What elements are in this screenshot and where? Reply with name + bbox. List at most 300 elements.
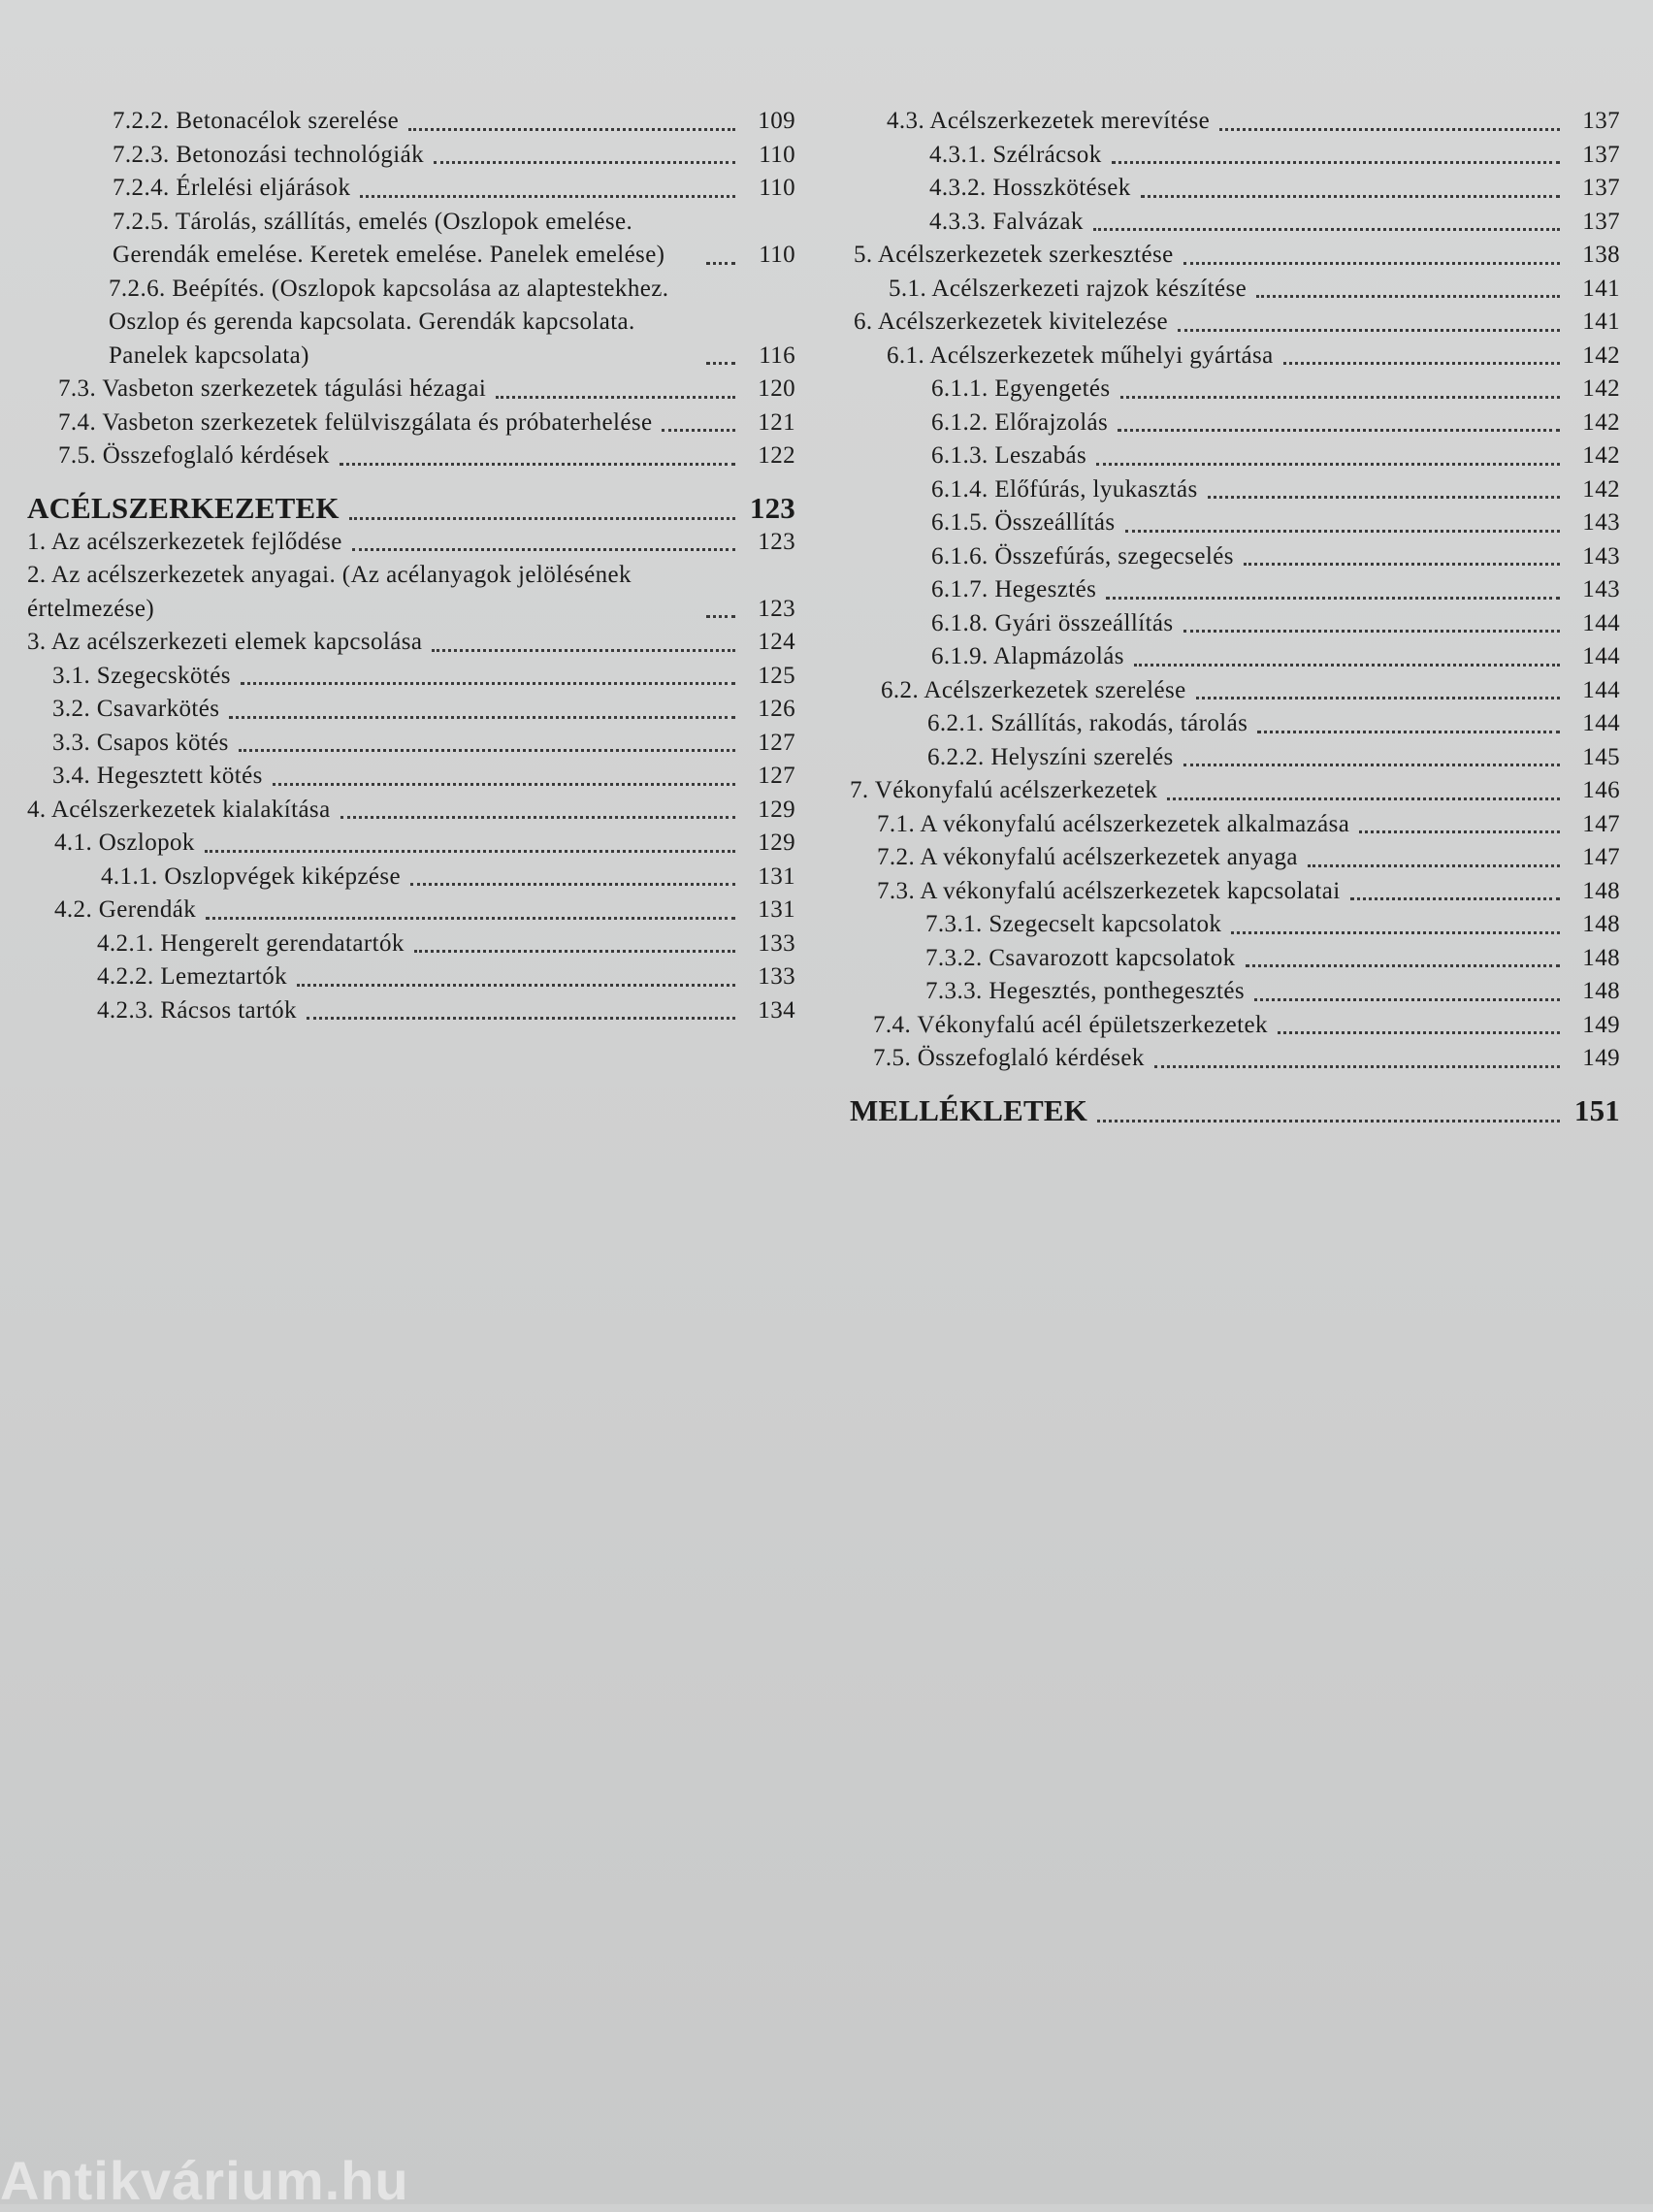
toc-section-heading	[27, 491, 795, 526]
toc-entry	[850, 774, 1620, 808]
toc-entry-text: Acélszerkezeti rajzok készítése	[931, 275, 1248, 302]
toc-entry	[850, 808, 1620, 842]
toc-entry	[27, 927, 795, 961]
toc-entry-title	[877, 841, 1298, 875]
toc-entry-number: 4.3.1.	[929, 141, 987, 168]
toc-page-number: 143	[1582, 542, 1620, 569]
toc-page-number: 149	[1582, 1045, 1620, 1071]
toc-page-number: 142	[1582, 475, 1620, 503]
toc-entry-text: Előfúrás, lyukasztás	[994, 475, 1198, 503]
toc-entry-text: Betonozási technológiák	[176, 141, 424, 168]
toc-entry-text: Betonacélok szerelése	[176, 108, 400, 134]
toc-entry-title	[27, 794, 331, 828]
toc-page-number: 109	[758, 108, 795, 134]
toc-entry-text: Acélszerkezetek kialakítása	[50, 796, 331, 823]
toc-entry-text: Érlelési eljárások	[176, 175, 351, 201]
toc-entry-text: Hengerelt gerendatartók	[160, 929, 405, 957]
toc-page-number: 147	[1582, 844, 1620, 870]
dot-leader	[1183, 262, 1560, 265]
toc-entry-number: 6.2.1.	[927, 710, 985, 736]
toc-entry-title	[931, 506, 1116, 540]
toc-entry-number: 4.3.	[887, 108, 925, 134]
toc-entry-number: 6.1.	[887, 342, 925, 369]
toc-entry-title	[881, 674, 1186, 708]
toc-entry-text: Gerendák	[98, 896, 197, 923]
dot-leader	[1134, 664, 1560, 667]
dot-leader	[239, 749, 735, 752]
toc-entry	[850, 439, 1620, 473]
dot-leader	[432, 649, 735, 652]
toc-entry	[27, 172, 795, 206]
toc-entry-number: 6.1.8.	[931, 609, 989, 636]
toc-entry-title	[929, 206, 1084, 240]
toc-entry-number: 1.	[27, 528, 47, 555]
dot-leader	[496, 396, 735, 399]
toc-page-number: 127	[758, 729, 795, 756]
toc-entry-text: MELLÉKLETEK	[850, 1092, 1088, 1127]
toc-entry-text: Gyári összeállítás	[994, 609, 1174, 636]
dot-leader	[408, 128, 735, 131]
toc-entry	[850, 373, 1620, 407]
toc-entry-title	[58, 407, 652, 440]
toc-entry-title	[54, 827, 195, 861]
toc-entry	[850, 1042, 1620, 1076]
toc-entry-text: Hosszkötések	[992, 175, 1131, 201]
toc-entry	[850, 239, 1620, 273]
toc-entry-text: Vékonyfalú acél épületszerkezetek	[917, 1011, 1268, 1038]
toc-entry-number: 6.1.6.	[931, 542, 989, 569]
toc-entry-number: 7.3.2.	[925, 944, 983, 971]
toc-entry-title	[854, 239, 1174, 273]
toc-entry-title	[52, 660, 231, 694]
dot-leader	[206, 917, 735, 920]
toc-entry-title	[931, 640, 1124, 674]
toc-entry-number: 6.2.2.	[927, 743, 985, 770]
toc-entry	[850, 1009, 1620, 1043]
toc-entry-number: 6.1.5.	[931, 509, 989, 536]
toc-entry-title	[887, 340, 1274, 374]
toc-entry-number: 4.1.	[54, 830, 93, 856]
dot-leader	[1244, 563, 1560, 566]
toc-entry-number: 6.1.9.	[931, 643, 989, 669]
toc-entry	[850, 707, 1620, 741]
toc-entry-number: 3.	[27, 629, 47, 655]
toc-entry	[27, 727, 795, 761]
dot-leader	[297, 984, 735, 987]
toc-entry-title	[931, 373, 1111, 407]
toc-entry-text: Acélszerkezetek szerkesztése	[877, 242, 1174, 268]
toc-page-number: 110	[759, 175, 795, 201]
toc-entry	[27, 861, 795, 895]
toc-entry-number: 5.	[854, 242, 873, 268]
dot-leader	[1093, 228, 1560, 231]
toc-entry-title	[929, 139, 1102, 173]
toc-entry-title	[27, 526, 342, 560]
toc-page-number: 137	[1582, 208, 1620, 235]
dot-leader	[1219, 128, 1560, 131]
toc-left-column	[27, 105, 795, 1027]
toc-entry	[27, 105, 795, 139]
toc-page-number: 148	[1582, 877, 1620, 904]
toc-entry-title	[109, 273, 697, 374]
toc-entry-text: Összefoglaló kérdések	[917, 1045, 1145, 1071]
toc-page-number: 124	[758, 629, 795, 655]
toc-entry-title	[97, 927, 405, 961]
toc-entry-text: Falvázak	[992, 208, 1084, 235]
dot-leader	[1208, 496, 1560, 499]
toc-page-number: 127	[758, 763, 795, 789]
toc-entry-number: 7.5.	[873, 1045, 912, 1071]
toc-page-number: 129	[758, 796, 795, 823]
toc-entry-title	[925, 975, 1245, 1009]
toc-entry-title	[27, 491, 340, 526]
toc-entry	[27, 526, 795, 560]
toc-entry-text: Helyszíni szerelés	[990, 743, 1174, 770]
dot-leader	[1106, 597, 1560, 600]
toc-entry-title	[27, 559, 697, 626]
toc-entry-number: 4.3.3.	[929, 208, 987, 235]
toc-entry	[850, 407, 1620, 440]
dot-leader	[434, 161, 735, 164]
toc-entry-text: Összefúrás, szegecselés	[994, 542, 1234, 569]
dot-leader	[307, 1017, 735, 1020]
toc-entry-title	[54, 894, 196, 927]
toc-entry-text: Hegesztés, ponthegesztés	[989, 978, 1245, 1004]
toc-entry-text: Az acélszerkezetek fejlődése	[50, 528, 342, 555]
toc-entry-number: 7.4.	[873, 1011, 912, 1038]
toc-entry	[850, 573, 1620, 607]
toc-page-number: 142	[1582, 408, 1620, 436]
dot-leader	[1167, 797, 1560, 800]
watermark: Antikvárium.hu	[0, 2150, 409, 2211]
toc-entry	[850, 473, 1620, 507]
dot-leader	[1254, 998, 1560, 1001]
toc-page-number: 123	[758, 595, 795, 622]
dot-leader	[340, 463, 735, 466]
toc-entry-text: Tárolás, szállítás, emelés (Oszlopok emelése. Gerendák emelése. Keretek emelése. Panelek emelése)	[113, 208, 665, 268]
toc-entry-title	[854, 306, 1168, 340]
toc-entry-number: 7.3.	[877, 877, 916, 904]
toc-page-number: 148	[1582, 944, 1620, 971]
toc-entry-number: 7.5.	[58, 442, 97, 469]
toc-entry	[27, 139, 795, 173]
toc-entry-number: 7.4.	[58, 408, 97, 436]
toc-entry-number: 7.2.6.	[109, 275, 166, 302]
toc-page-number: 149	[1582, 1011, 1620, 1038]
dot-leader	[1118, 429, 1560, 432]
toc-entry-text: Beépítés. (Oszlopok kapcsolása az alaptestekhez. Oszlop és gerenda kapcsolata. Gerendák kapcsolata. Panelek kapcsolata)	[109, 275, 669, 369]
toc-entry-text: Az acélszerkezeti elemek kapcsolása	[50, 629, 423, 655]
toc-entry-number: 7.2.2.	[113, 108, 170, 134]
toc-entry	[27, 827, 795, 861]
toc-page-number: 133	[758, 929, 795, 957]
toc-page-number: 142	[1582, 442, 1620, 469]
toc-entry-number: 3.4.	[52, 763, 91, 789]
toc-page-number: 110	[759, 141, 795, 168]
toc-page-number: 142	[1582, 375, 1620, 402]
toc-page-number: 144	[1582, 609, 1620, 636]
toc-page-number: 145	[1582, 743, 1620, 770]
toc-page-number: 137	[1582, 108, 1620, 134]
toc-page-number: 143	[1582, 576, 1620, 602]
toc-entry-text: ACÉLSZERKEZETEK	[27, 490, 340, 525]
toc-entry-number: 4.2.1.	[97, 929, 154, 957]
toc-entry	[27, 994, 795, 1028]
dot-leader	[1125, 530, 1560, 533]
toc-entry-number: 7.2.4.	[113, 175, 170, 201]
dot-leader	[241, 682, 735, 685]
dot-leader	[1120, 396, 1560, 399]
toc-entry-title	[58, 439, 330, 473]
toc-entry	[850, 340, 1620, 374]
toc-page-number: 141	[1582, 275, 1620, 302]
toc-entry-number: 3.3.	[52, 729, 91, 756]
toc-entry-title	[931, 573, 1096, 607]
toc-page-number: 146	[1582, 777, 1620, 803]
toc-entry-number: 6.1.3.	[931, 442, 989, 469]
toc-entry-text: Szélrácsok	[992, 141, 1102, 168]
toc-page-number: 116	[759, 342, 795, 369]
toc-entry	[850, 841, 1620, 875]
toc-entry	[27, 760, 795, 794]
toc-entry	[850, 942, 1620, 976]
toc-entry-title	[113, 172, 350, 206]
toc-page-number: 137	[1582, 175, 1620, 201]
toc-entry-text: Vasbeton szerkezetek felülviszgálata és próbaterhelése	[102, 408, 653, 436]
toc-entry-title	[52, 760, 263, 794]
toc-entry	[850, 540, 1620, 574]
toc-entry	[27, 794, 795, 828]
toc-page-number: 120	[758, 375, 795, 402]
toc-page-number: 131	[758, 862, 795, 890]
dot-leader	[1308, 864, 1560, 867]
toc-entry	[850, 875, 1620, 909]
toc-entry-text: Szegecselt kapcsolatok	[989, 911, 1222, 937]
toc-entry-title	[925, 908, 1221, 942]
toc-entry-title	[929, 172, 1131, 206]
toc-entry-text: Vasbeton szerkezetek tágulási hézagai	[102, 375, 487, 402]
toc-entry-title	[931, 439, 1086, 473]
toc-page-number: 123	[749, 490, 795, 525]
toc-entry	[850, 741, 1620, 775]
dot-leader	[360, 195, 735, 198]
toc-entry-text: Lemeztartók	[160, 963, 288, 990]
toc-entry-title	[850, 774, 1157, 808]
toc-entry-title	[97, 994, 297, 1028]
toc-entry-text: Szállítás, rakodás, tárolás	[990, 710, 1248, 736]
toc-entry	[850, 206, 1620, 240]
toc-entry-number: 6.1.2.	[931, 408, 989, 436]
dot-leader	[340, 816, 735, 819]
toc-page-number: 144	[1582, 643, 1620, 669]
toc-entry-number: 4.2.3.	[97, 996, 154, 1024]
dot-leader	[662, 429, 735, 432]
toc-entry-text: Összefoglaló kérdések	[102, 442, 330, 469]
dot-leader	[1178, 329, 1560, 332]
toc-page-number: 122	[758, 442, 795, 469]
toc-page-number: 138	[1582, 242, 1620, 268]
toc-entry-title	[931, 407, 1108, 440]
dot-leader	[1141, 195, 1560, 198]
dot-leader	[1350, 897, 1560, 900]
dot-leader	[349, 517, 735, 520]
dot-leader	[1278, 1031, 1560, 1034]
toc-entry-title	[873, 1042, 1145, 1076]
dot-leader	[1359, 830, 1560, 833]
toc-entry-number: 4.1.1.	[101, 862, 158, 890]
toc-entry-title	[877, 875, 1341, 909]
toc-entry-number: 6.1.4.	[931, 475, 989, 503]
toc-entry-number: 2.	[27, 562, 47, 588]
toc-entry-title	[931, 540, 1234, 574]
toc-entry-title	[97, 960, 287, 994]
toc-page-number: 123	[758, 528, 795, 555]
toc-entry-title	[52, 693, 219, 727]
toc-section-heading	[850, 1093, 1620, 1128]
toc-entry-number: 6.1.1.	[931, 375, 989, 402]
toc-entry-number: 7.2.3.	[113, 141, 170, 168]
dot-leader	[1283, 362, 1560, 365]
toc-entry-text: Alapmázolás	[992, 643, 1124, 669]
toc-entry	[27, 894, 795, 927]
dot-leader	[1231, 931, 1560, 934]
toc-entry-number: 7.2.5.	[113, 208, 170, 235]
toc-entry-text: Hegesztett kötés	[96, 763, 263, 789]
toc-entry	[27, 626, 795, 660]
toc-entry-text: Csavarkötés	[96, 696, 220, 722]
toc-entry-text: Vékonyfalú acélszerkezetek	[874, 777, 1158, 803]
toc-entry	[850, 607, 1620, 641]
dot-leader	[706, 615, 735, 618]
toc-page-number: 110	[759, 242, 795, 268]
toc-entry-title	[889, 273, 1247, 307]
toc-entry-title	[113, 139, 424, 173]
dot-leader	[1112, 161, 1560, 164]
toc-entry	[850, 674, 1620, 708]
toc-entry-number: 3.1.	[52, 662, 91, 689]
toc-page-number: 137	[1582, 141, 1620, 168]
dot-leader	[229, 716, 735, 719]
toc-page-number: 148	[1582, 911, 1620, 937]
toc-entry-title	[927, 707, 1248, 741]
toc-entry-number: 4.3.2.	[929, 175, 987, 201]
toc-entry	[27, 273, 795, 374]
toc-page-number: 142	[1582, 342, 1620, 369]
toc-entry-text: Oszlopvégek kiképzése	[164, 862, 402, 890]
toc-entry-title	[101, 861, 401, 895]
toc-entry-text: Előrajzolás	[994, 408, 1109, 436]
toc-entry-number: 7.3.1.	[925, 911, 983, 937]
toc-entry-number: 6.2.	[881, 676, 920, 703]
toc-entry-text: A vékonyfalú acélszerkezetek alkalmazása	[920, 810, 1350, 837]
toc-entry	[27, 660, 795, 694]
dot-leader	[1097, 1120, 1560, 1122]
toc-page-number: 121	[758, 408, 795, 436]
dot-leader	[1196, 697, 1560, 699]
toc-page-number: 131	[758, 896, 795, 923]
toc-page-number: 125	[758, 662, 795, 689]
toc-entry-number: 7.3.3.	[925, 978, 983, 1004]
toc-entry-number: 5.1.	[889, 275, 927, 302]
dot-leader	[1256, 295, 1560, 298]
toc-entry-number: 7.	[850, 777, 869, 803]
toc-entry-title	[877, 808, 1349, 842]
dot-leader	[706, 362, 735, 365]
dot-leader	[1246, 964, 1560, 967]
toc-entry-text: Leszabás	[994, 442, 1087, 469]
toc-entry-text: Egyengetés	[994, 375, 1111, 402]
dot-leader	[1154, 1065, 1560, 1068]
toc-page-number: 147	[1582, 810, 1620, 837]
toc-page-number: 143	[1582, 509, 1620, 536]
toc-entry	[27, 206, 795, 273]
dot-leader	[410, 883, 735, 886]
dot-leader	[1183, 764, 1560, 766]
toc-entry-title	[931, 607, 1174, 641]
toc-entry	[27, 960, 795, 994]
toc-entry	[850, 172, 1620, 206]
toc-entry-title	[113, 206, 697, 273]
toc-entry-text: Rácsos tartók	[160, 996, 297, 1024]
toc-entry-title	[927, 741, 1174, 775]
toc-page-number: 151	[1573, 1092, 1620, 1127]
toc-entry-text: Oszlopok	[98, 830, 195, 856]
toc-entry-title	[52, 727, 229, 761]
toc-page-number: 148	[1582, 978, 1620, 1004]
toc-entry-title	[27, 626, 422, 660]
toc-entry-number: 4.	[27, 796, 47, 823]
dot-leader	[1257, 731, 1560, 733]
toc-entry	[27, 439, 795, 473]
toc-page-number: 134	[758, 996, 795, 1024]
toc-entry-text: Hegesztés	[994, 576, 1097, 602]
toc-entry-number: 7.3.	[58, 375, 97, 402]
toc-page-number: 141	[1582, 309, 1620, 335]
toc-entry	[27, 693, 795, 727]
toc-page-number: 126	[758, 696, 795, 722]
toc-right-column	[850, 105, 1620, 1128]
toc-entry-text: Acélszerkezetek műhelyi gyártása	[929, 342, 1274, 369]
toc-entry	[850, 273, 1620, 307]
toc-entry-number: 6.1.7.	[931, 576, 989, 602]
dot-leader	[273, 783, 735, 786]
dot-leader	[352, 548, 735, 551]
toc-entry-text: A vékonyfalú acélszerkezetek anyaga	[920, 844, 1298, 870]
toc-entry	[850, 975, 1620, 1009]
toc-entry-text: Acélszerkezetek szerelése	[924, 676, 1186, 703]
toc-entry	[27, 559, 795, 626]
toc-entry-number: 7.1.	[877, 810, 916, 837]
toc-entry-text: Acélszerkezetek merevítése	[929, 108, 1211, 134]
toc-entry	[850, 139, 1620, 173]
toc-entry	[850, 908, 1620, 942]
toc-entry-number: 4.2.2.	[97, 963, 154, 990]
toc-entry	[850, 640, 1620, 674]
toc-entry-text: Összeállítás	[994, 509, 1116, 536]
toc-page-number: 133	[758, 963, 795, 990]
toc-entry-text: Szegecskötés	[96, 662, 231, 689]
toc-entry-title	[873, 1009, 1268, 1043]
toc-entry-title	[887, 105, 1210, 139]
toc-entry	[850, 105, 1620, 139]
toc-page-number: 144	[1582, 676, 1620, 703]
toc-page-number: 129	[758, 830, 795, 856]
toc-entry-text: Csapos kötés	[96, 729, 229, 756]
dot-leader	[1183, 630, 1560, 633]
toc-entry-title	[925, 942, 1236, 976]
toc-entry	[850, 506, 1620, 540]
toc-entry-text: Az acélszerkezetek anyagai. (Az acélanyagok jelölésének értelmezése)	[27, 562, 632, 622]
